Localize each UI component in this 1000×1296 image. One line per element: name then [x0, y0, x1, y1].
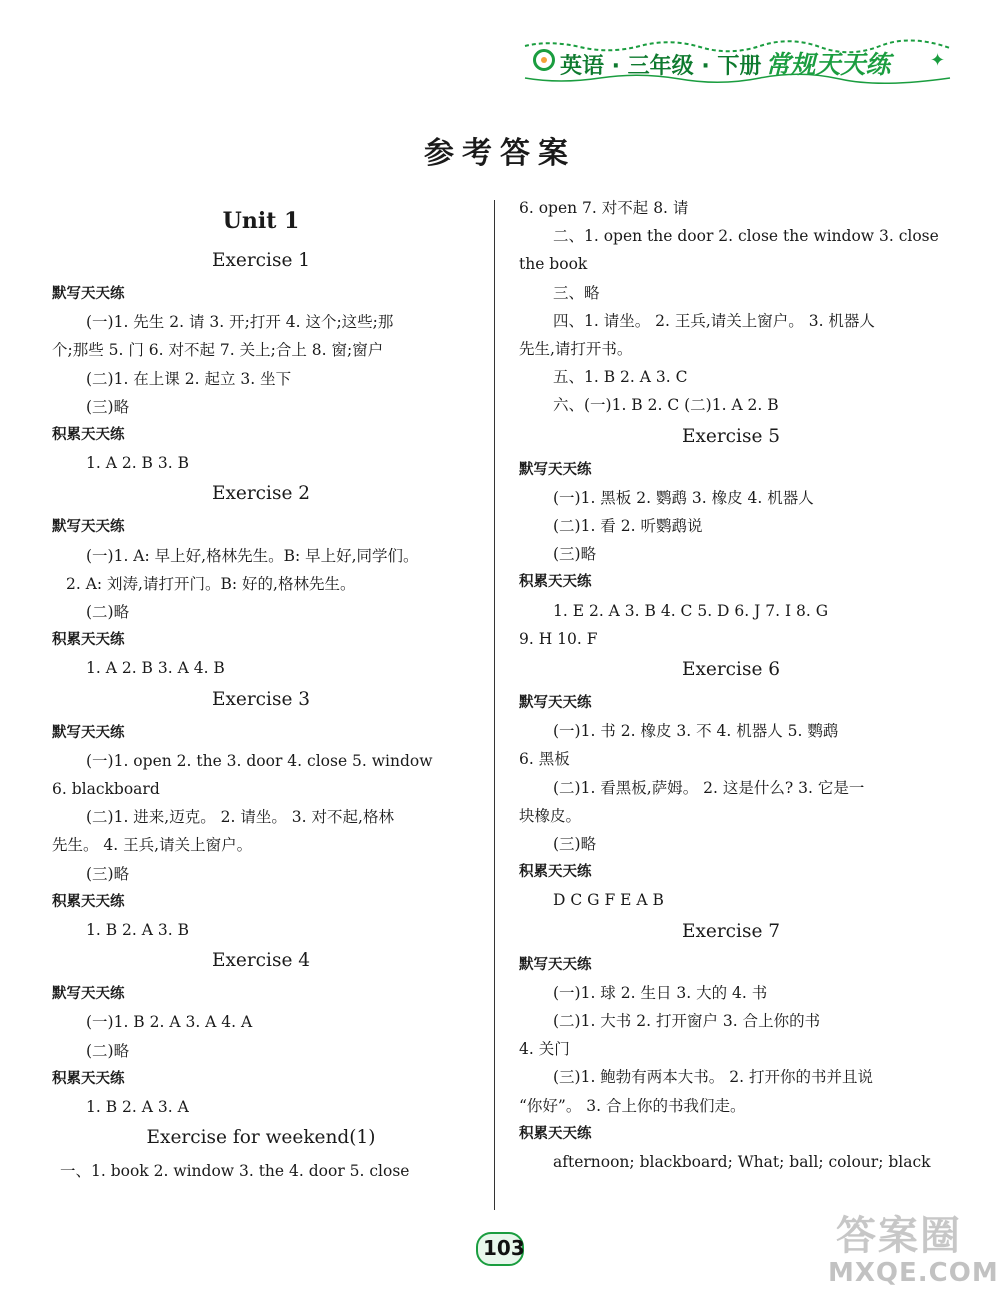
answer-line: 六、(一)1. B 2. C (二)1. A 2. B [553, 396, 779, 415]
page-number-badge [476, 1232, 526, 1268]
answer-line: 1. A 2. B 3. B [86, 454, 189, 473]
answer-line: 二、1. open the door 2. close the window 3. close [553, 227, 939, 246]
section-title: 默写天天练 [519, 695, 592, 712]
page-title: 参考答案 [424, 136, 576, 171]
exercise-title: Exercise 1 [211, 250, 311, 271]
answer-line: 四、1. 请坐。 2. 王兵,请关上窗户。 3. 机器人 [553, 311, 875, 330]
answer-line: 先生,请打开书。 [519, 340, 633, 359]
header-subject: 英语 · 三年级 · 下册 [560, 54, 762, 79]
section-title: 积累天天练 [52, 632, 125, 649]
answer-line: (三)略 [86, 864, 130, 883]
answer-line: 1. A 2. B 3. A 4. B [86, 659, 225, 678]
answer-line: 五、1. B 2. A 3. C [553, 368, 688, 387]
answer-line: 6. open 7. 对不起 8. 请 [519, 199, 689, 217]
answer-line: 个;那些 5. 门 6. 对不起 7. 关上;合上 8. 窗;窗户 [52, 341, 384, 360]
answer-line: (三)略 [86, 397, 130, 416]
answer-line: (二)1. 大书 2. 打开窗户 3. 合上你的书 [553, 1012, 821, 1031]
answer-line: 1. B 2. A 3. B [86, 921, 189, 940]
answer-line: the book [519, 255, 588, 274]
watermark-bottom: MXQE.COM [828, 1258, 999, 1288]
section-title: 积累天天练 [519, 574, 592, 591]
section-title: 积累天天练 [52, 1070, 125, 1087]
watermark-top: 答案圈 [836, 1213, 962, 1259]
answer-line: (二)1. 进来,迈克。 2. 请坐。 3. 对不起,格林 [86, 808, 394, 827]
section-title: 积累天天练 [52, 427, 125, 444]
answer-line: (二)略 [86, 603, 130, 622]
answer-line: 1. E 2. A 3. B 4. C 5. D 6. J 7. I 8. G [553, 601, 829, 620]
left-column [52, 196, 470, 1185]
answer-line: (一)1. A: 早上好,格林先生。B: 早上好,同学们。 [86, 546, 419, 565]
section-title: 默写天天练 [52, 724, 125, 741]
answer-line: 4. 关门 [519, 1040, 570, 1059]
unit-title: Unit 1 [222, 208, 300, 234]
answer-line: (一)1. open 2. the 3. door 4. close 5. window [86, 751, 433, 770]
answer-line: 先生。 4. 王兵,请关上窗户。 [52, 836, 253, 855]
section-title: 积累天天练 [52, 893, 125, 910]
clock-logo-icon [533, 49, 555, 71]
column-divider [494, 200, 495, 1210]
answer-line: 9. H 10. F [519, 629, 598, 648]
answer-line: (一)1. B 2. A 3. A 4. A [86, 1013, 253, 1032]
answer-line: (三)略 [553, 545, 597, 564]
exercise-title: Exercise 2 [211, 483, 311, 505]
answer-line: (二)1. 看 2. 听鹦鹉说 [553, 517, 703, 536]
answer-line: 6. blackboard [52, 780, 160, 799]
answer-line: 2. A: 刘涛,请打开门。B: 好的,格林先生。 [66, 574, 356, 593]
section-title: 默写天天练 [52, 986, 125, 1003]
section-title: 积累天天练 [519, 1125, 592, 1142]
exercise-title: Exercise 4 [211, 950, 311, 972]
star-icon: ✦ [930, 50, 946, 71]
answer-line: (一)1. 先生 2. 请 3. 开;打开 4. 这个;这些;那 [86, 313, 394, 332]
header-brand: 常规天天练 [765, 50, 891, 79]
answer-line: “你好”。 3. 合上你的书我们走。 [519, 1096, 746, 1115]
section-title: 默写天天练 [52, 519, 125, 536]
section-title: 默写天天练 [519, 461, 592, 478]
section-title: 默写天天练 [519, 956, 592, 973]
answer-line: 6. 黑板 [519, 750, 570, 769]
section-title: 默写天天练 [52, 286, 125, 302]
right-column [519, 194, 943, 1176]
answer-line: (三)1. 鲍勃有两本大书。 2. 打开你的书并且说 [553, 1068, 873, 1087]
answer-line: (一)1. 黑板 2. 鹦鹉 3. 橡皮 4. 机器人 [553, 488, 814, 507]
watermark [810, 1200, 1000, 1296]
exercise-title: Exercise 7 [681, 920, 781, 942]
answer-line: afternoon; blackboard; What; ball; colour; black [553, 1153, 931, 1172]
page-number: 103 [483, 1236, 525, 1260]
answer-line: (三)略 [553, 835, 597, 854]
section-title: 积累天天练 [519, 864, 592, 881]
answer-line: 块橡皮。 [519, 806, 582, 825]
answer-line: 三、略 [553, 283, 600, 302]
answer-line: (一)1. 球 2. 生日 3. 大的 4. 书 [553, 983, 768, 1002]
answer-line: D C G F E A B [553, 891, 664, 910]
exercise-title: Exercise 5 [681, 425, 781, 447]
exercise-title: Exercise 3 [211, 688, 311, 710]
answer-line: 1. B 2. A 3. A [86, 1098, 189, 1117]
answer-line: (二)略 [86, 1041, 130, 1060]
answer-line: (二)1. 在上课 2. 起立 3. 坐下 [86, 369, 292, 388]
answer-line: (二)1. 看黑板,萨姆。 2. 这是什么? 3. 它是一 [553, 778, 865, 797]
exercise-title: Exercise 6 [681, 659, 781, 681]
exercise-title: Exercise for weekend(1) [146, 1127, 376, 1149]
answer-line: 一、1. book 2. window 3. the 4. door 5. close [60, 1162, 410, 1181]
answer-line: (一)1. 书 2. 橡皮 3. 不 4. 机器人 5. 鹦鹉 [553, 722, 839, 741]
header-title [560, 45, 890, 81]
